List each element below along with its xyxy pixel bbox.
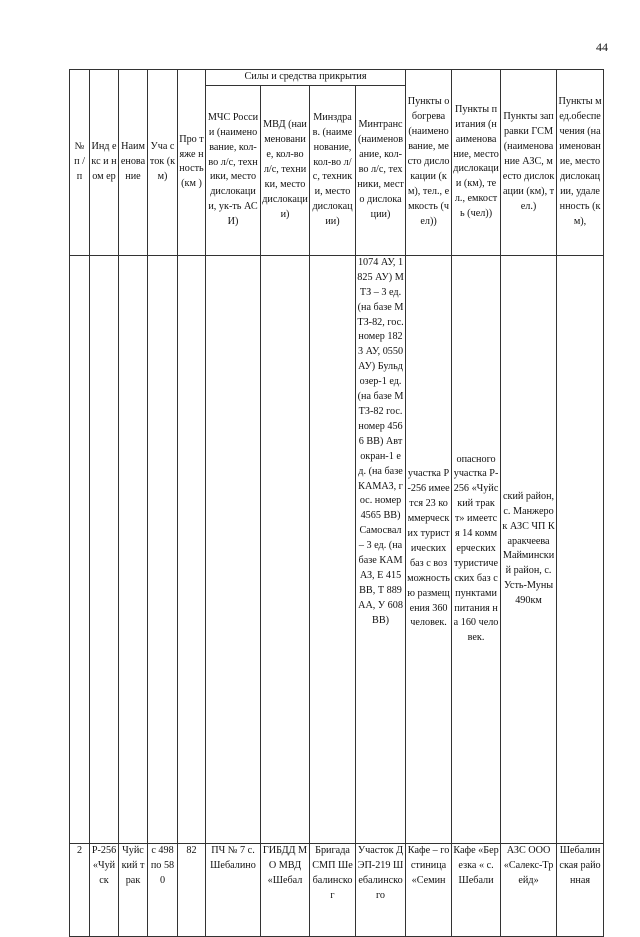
cell-mvd	[261, 255, 310, 843]
row2-mvd: ГИБДД МО МВД «Шебал	[261, 843, 310, 936]
cell-minzdrav	[310, 255, 356, 843]
header-mvd: МВД (наименование, кол-во л/с, техники, место дислокации)	[261, 85, 310, 255]
header-heating: Пункты обогрева (наименование, место дислокации (км), тел., емкость (чел))	[406, 70, 452, 256]
cell-num	[70, 255, 90, 843]
row2-fuel: АЗС ООО «Салекс-Трейд»	[501, 843, 557, 936]
row2-length: 82	[178, 843, 206, 936]
row2-heating: Кафе – гостиница «Семин	[406, 843, 452, 936]
page-number: 44	[596, 40, 608, 54]
resources-table	[69, 69, 604, 937]
cell-section	[148, 255, 178, 843]
row2-medical: Шебалинская районная	[557, 843, 604, 936]
header-mintrans: Минтранс (наименование, кол-во л/с, техники, место дислокации)	[356, 85, 406, 255]
row2-name: Чуйский трак	[119, 843, 148, 936]
row2-num: 2	[70, 843, 90, 936]
row2-mintrans: Участок ДЭП-219 Шебалинского	[356, 843, 406, 936]
cell-length	[178, 255, 206, 843]
header-index: Инд екс и ном ер	[90, 70, 119, 256]
cell-index	[90, 255, 119, 843]
row2-food: Кафе «Березка « с. Шебали	[452, 843, 501, 936]
row2-index: Р-256 «Чуйск	[90, 843, 119, 936]
header-num: № п / п	[70, 70, 90, 256]
header-length: Про тяже нность (км )	[178, 70, 206, 256]
cell-heating: участка Р-256 имеется 23 коммерческих туристических баз с возможностью размещения 360 человек.	[406, 255, 452, 843]
row2-minzdrav: Бригада СМП Шебалинског	[310, 843, 356, 936]
header-minzdrav: Минздрав. (наименование, кол-во л/с, техники, место дислокации)	[310, 85, 356, 255]
cell-mchs	[206, 255, 261, 843]
header-forces-group: Силы и средства прикрытия	[206, 70, 406, 86]
header-name: Наим енова ние	[119, 70, 148, 256]
header-food: Пункты питания (наименование, место дислокации (км), тел., емкость (чел))	[452, 70, 501, 256]
header-medical: Пункты мед.обеспечения (наименование, место дислокации, удаленность (км),	[557, 70, 604, 256]
cell-medical	[557, 255, 604, 843]
header-mchs: МЧС России (наименование, кол-во л/с, техники, место дислокации, ук-ть АСИ)	[206, 85, 261, 255]
cell-mintrans: 1074 АУ, 1825 АУ) МТЗ – 3 ед. (на базе МТЗ-82, гос. номер 1823 АУ, 0550 АУ) Бульдозер-1 ед. (на базе МТЗ-82 гос. номер 4566 ВВ) Автокран-1 ед. (на базе КАМАЗ, гос. номер 4565 ВВ) Самосвал – 3 ед. (на базе КАМАЗ, Е 415 ВВ, Т 889 АА, У 608 ВВ)	[356, 255, 406, 843]
row2-mchs: ПЧ № 7 с. Шебалино	[206, 843, 261, 936]
cell-food: опасного участка Р-256 «Чуйский тракт» имеется 14 коммерческих туристических баз с пунктами питания на 160 человек.	[452, 255, 501, 843]
cell-fuel: ский район, с. Манжерок АЗС ЧП Каракчеева Майминский район, с. Усть-Муны 490км	[501, 255, 557, 843]
cell-name	[119, 255, 148, 843]
header-section: Уча сток (км)	[148, 70, 178, 256]
row2-section: с 498 по 580	[148, 843, 178, 936]
header-fuel: Пункты заправки ГСМ (наименование АЗС, место дислокации (км), тел.)	[501, 70, 557, 256]
